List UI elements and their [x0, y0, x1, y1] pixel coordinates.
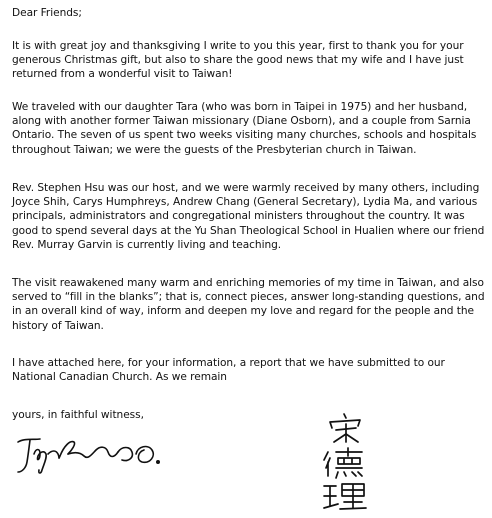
- letter-greeting: Dear Friends;: [12, 7, 82, 19]
- letter-closing: yours, in faithful witness,: [12, 409, 144, 421]
- paragraph-travel: We traveled with our daughter Tara (who was born in Taipei in 1975) and her husband, along with another former Taiwan missionary (Diane Osborn), and a couple from Sarnia Ontario. The seven of us spent two weeks visiting many churches, schools and hospitals throughout Taiwan; we were the guests of the Presbyterian church in Taiwan.: [12, 101, 477, 156]
- paragraph-gratitude: It is with great joy and thanksgiving I write to you this year, first to thank you for your generous Christmas gift, but also to share the good news that my wife and I have just returned from a wonderful visit to Taiwan!: [12, 40, 464, 81]
- english-signature-image: [14, 432, 164, 476]
- chinese-signature-image: [318, 412, 374, 512]
- paragraph-memories: The visit reawakened many warm and enriching memories of my time in Taiwan, and also served to “fill in the blanks”; that is, connect pieces, answer long-standing questions, and in an overall kind of way, inform and deepen my love and regard for the people and the history of Taiwan.: [12, 277, 485, 332]
- paragraph-report: I have attached here, for your information, a report that we have submitted to our National Canadian Church. As we remain: [12, 357, 445, 384]
- paragraph-hosts: Rev. Stephen Hsu was our host, and we were warmly received by many others, including Joyce Shih, Carys Humphreys, Andrew Chang (General Secretary), Lydia Ma, and various principals, administrators and congregational ministers throughout the country. It was good to spend several days at the Yu Shan Theological School in Hualien where our friend Rev. Murray Garvin is currently living and teaching.: [12, 182, 485, 251]
